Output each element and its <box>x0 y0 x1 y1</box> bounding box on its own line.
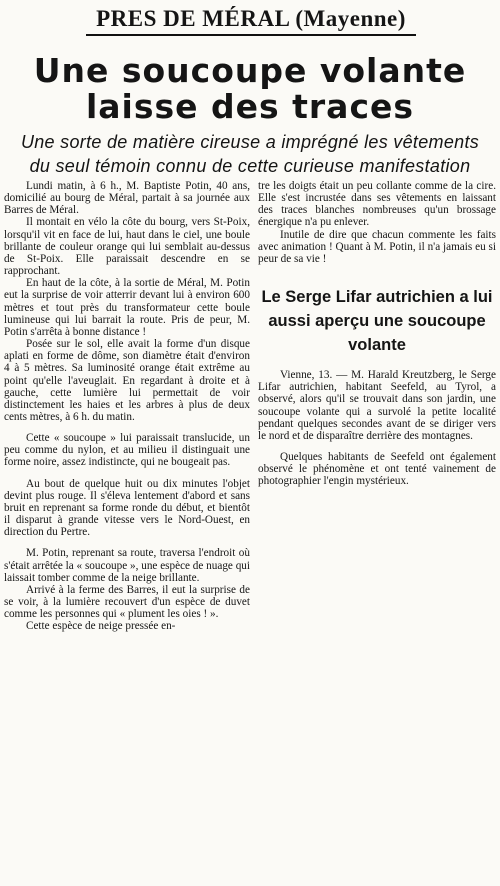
paragraph-gap <box>4 423 250 432</box>
paragraph-gap <box>4 538 250 547</box>
second-article-paragraph: Vienne, 13. — M. Harald Kreutzberg, le Serge Lifar autrichien, habitant Seefeld, au Tyrol, a observé, alors qu'il se trouvait dans son jardin, une soucoupe volante qui a survolé la petite localité pendant quelques secondes avant de se diriger vers le nord et de disparaître derrière des montagnes. <box>258 369 496 442</box>
main-headline: Une soucoupe volante laisse des traces <box>33 51 467 126</box>
paragraph-gap <box>258 442 496 451</box>
article-column-right <box>258 180 496 488</box>
article-paragraph: Posée sur le sol, elle avait la forme d'un disque aplati en forme de dôme, son diamètre était d'environ 4 à 5 mètres. Sa luminosité orange était extrême au point qu'elle l'aveuglait. En regardant à droite et à gauche, cette lumière lui permettait de voir distinctement les haies et les arbres à plus de deux cents mètres, à 6 h. du matin. <box>4 338 250 423</box>
article-paragraph: En haut de la côte, à la sortie de Méral, M. Potin eut la surprise de voir atterrir devant lui à environ 600 mètres et tout près du transformateur cette boule lumineuse qui lui barrait la route. Pris de peur, M. Potin s'arrêta à bonne distance ! <box>4 277 250 338</box>
article-paragraph: Cette « soucoupe » lui paraissait translucide, un peu comme du nylon, et au milieu il distinguait une forme noire, assez indistincte, qui ne bougeait pas. <box>4 432 250 469</box>
article-paragraph: Lundi matin, à 6 h., M. Baptiste Potin, 40 ans, domicilié au bourg de Méral, partait à sa journée aux Barres de Méral. <box>4 180 250 217</box>
article-paragraph: tre les doigts était un peu collante comme de la cire. Elle s'est incrustée dans ses vêtements en laissant des traces blanches nombreuses qu'un brossage énergique n'a pu enlever. <box>258 180 496 229</box>
article-paragraph: Inutile de dire que chacun commente les faits avec animation ! Quant à M. Potin, il n'a jamais eu si peur de sa vie ! <box>258 228 496 265</box>
location-kicker: PRES DE MÉRAL (Mayenne) <box>86 4 416 36</box>
article-column-left <box>4 180 250 632</box>
subheadline-deck: Une sorte de matière cireuse a imprégné les vêtements du seul témoin connu de cette curieuse manifestation <box>20 132 480 176</box>
article-paragraph: Arrivé à la ferme des Barres, il eut la surprise de se voir, à la lumière recouvert d'un espèce de duvet comme les personnes qui « plument les oies ! ». <box>4 583 250 621</box>
second-article-paragraph: Quelques habitants de Seefeld ont également observé le phénomène et ont tenté vainement de photographier l'engin mystérieux. <box>258 451 496 488</box>
paragraph-gap <box>4 469 250 478</box>
second-article-headline: Le Serge Lifar autrichien a lui aussi aperçu une soucoupe volante <box>261 288 493 355</box>
article-paragraph: Au bout de quelque huit ou dix minutes l'objet devint plus rouge. Il s'éleva lentement d'abord et sans bruit en reprenant sa forme ronde du début, et bientôt il disparut à grande vitesse vers le Nord-Ouest, en direction du Pertre. <box>4 477 250 539</box>
article-paragraph: M. Potin, reprenant sa route, traversa l'endroit où s'était arrêtée la « soucoupe », une espèce de nuage qui laissait tomber comme de la neige brillante. <box>4 547 250 584</box>
article-paragraph: Il montait en vélo la côte du bourg, vers St-Poix, lorsqu'il vit en face de lui, haut dans le ciel, une boule brillante de couleur orange qui lui semblait au-dessus de St-Poix. Elle paraissait descendre en se rapprochant. <box>4 216 250 278</box>
article-paragraph: Cette espèce de neige pressée en- <box>26 620 176 633</box>
